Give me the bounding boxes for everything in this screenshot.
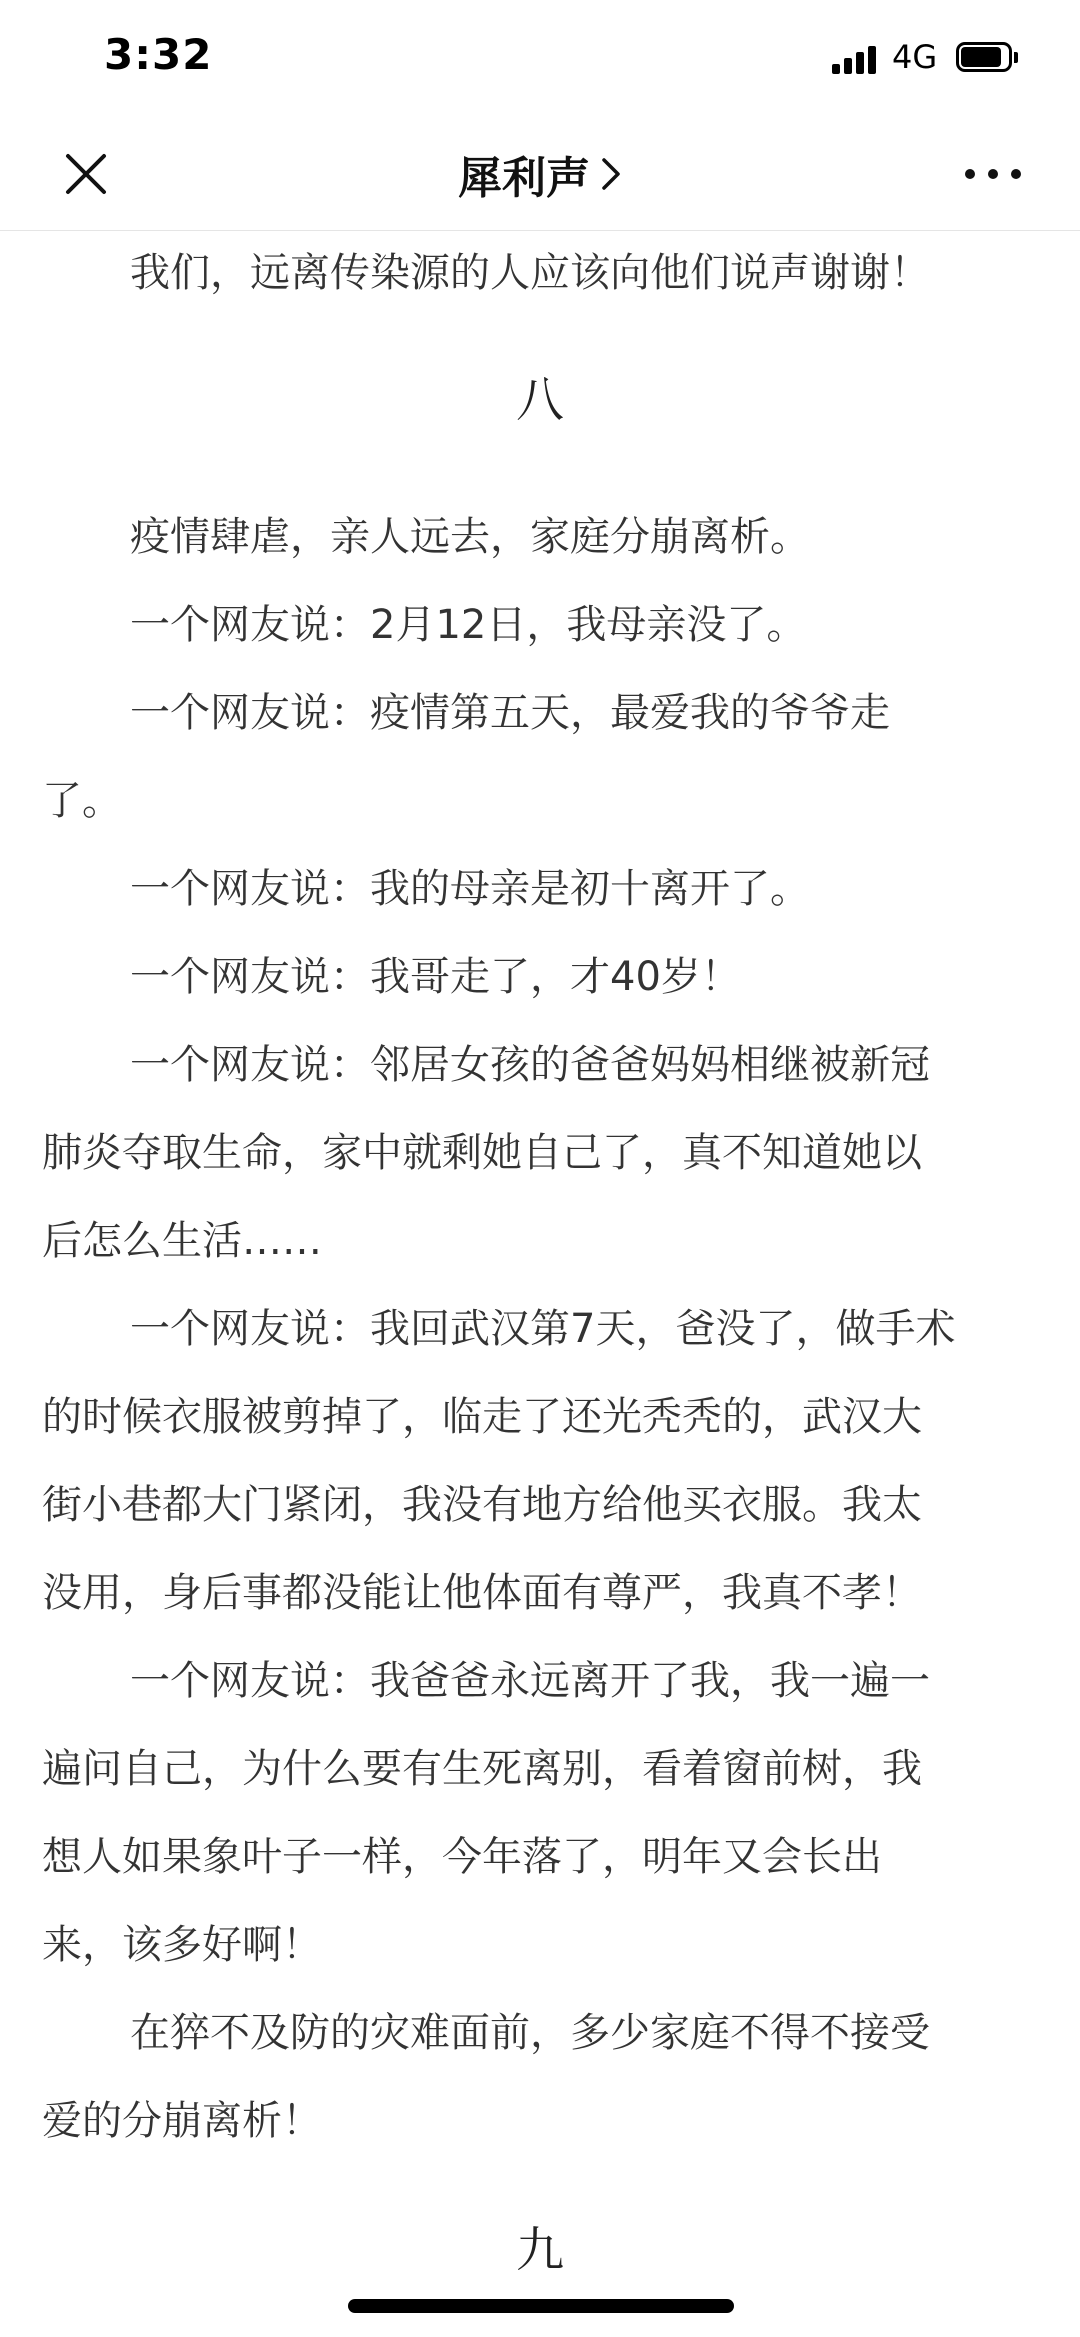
section-heading-9: 九	[515, 2222, 564, 2271]
more-button[interactable]	[960, 154, 1026, 194]
section-heading-8: 八	[515, 372, 564, 428]
signal-strength-icon	[832, 46, 878, 74]
nav-bar	[0, 118, 1080, 231]
paragraph: 在猝不及防的灾难面前，多少家庭不得不接受	[130, 2010, 930, 2056]
close-button[interactable]	[56, 144, 116, 204]
paragraph: 一个网友说：我回武汉第7天，爸没了，做手术	[130, 1306, 956, 1352]
paragraph: 一个网友说：我哥走了，才40岁！	[130, 954, 741, 1000]
battery-icon	[956, 42, 1020, 74]
paragraph-continued: 肺炎夺取生命，家中就剩她自己了，真不知道她以	[42, 1130, 922, 1176]
paragraph: 一个网友说：我的母亲是初十离开了。	[130, 866, 810, 912]
page-title: 犀利声	[458, 153, 590, 204]
chevron-right-icon	[600, 156, 622, 192]
paragraph: 一个网友说：2月12日，我母亲没了。	[130, 602, 807, 648]
network-type: 4G	[892, 38, 938, 76]
paragraph: 疫情肆虐，亲人远去，家庭分崩离析。	[130, 514, 810, 560]
paragraph-continued: 来，该多好啊！	[42, 1922, 322, 1968]
more-dots-icon	[960, 154, 1026, 194]
paragraph-continued: 没用，身后事都没能让他体面有尊严，我真不孝！	[42, 1570, 922, 1616]
paragraph: 一个网友说：我爸爸永远离开了我，我一遍一	[130, 1658, 930, 1704]
article-body	[0, 231, 1080, 2271]
paragraph-continued: 爱的分崩离析！	[42, 2098, 322, 2144]
paragraph-continued: 了。	[42, 778, 122, 824]
close-icon	[56, 144, 116, 204]
status-bar	[0, 0, 1080, 118]
paragraph: 一个网友说：疫情第五天，最爱我的爷爷走	[130, 690, 890, 736]
paragraph-continued: 的时候衣服被剪掉了，临走了还光秃秃的，武汉大	[42, 1394, 922, 1440]
account-title-link[interactable]	[458, 142, 622, 206]
paragraph-continued: 遍问自己，为什么要有生死离别，看着窗前树，我	[42, 1746, 922, 1792]
paragraph-continued: 后怎么生活……	[42, 1218, 322, 1264]
home-indicator[interactable]	[348, 2299, 734, 2313]
paragraph-continued: 想人如果象叶子一样，今年落了，明年又会长出	[42, 1834, 882, 1880]
paragraph: 一个网友说：邻居女孩的爸爸妈妈相继被新冠	[130, 1042, 930, 1088]
paragraph-continued: 街小巷都大门紧闭，我没有地方给他买衣服。我太	[42, 1482, 922, 1528]
status-time: 3:32	[104, 30, 213, 79]
paragraph: 我们，远离传染源的人应该向他们说声谢谢！	[130, 250, 930, 296]
